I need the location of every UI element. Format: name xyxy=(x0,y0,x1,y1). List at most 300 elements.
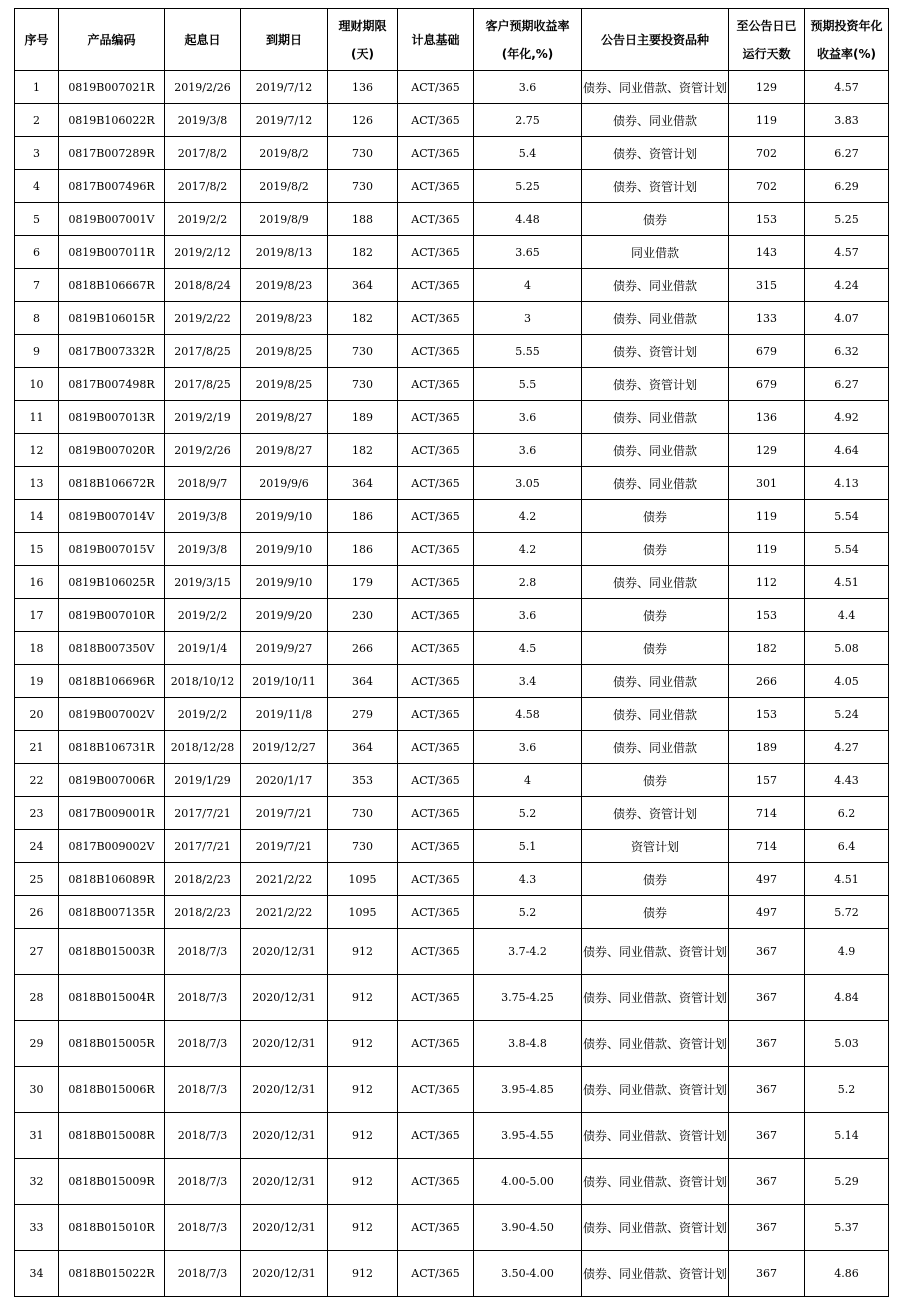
cell-seq: 14 xyxy=(15,500,59,533)
table-row xyxy=(15,929,889,975)
cell-start: 2019/2/19 xyxy=(165,401,241,434)
cell-start: 2018/2/23 xyxy=(165,896,241,929)
cell-yield: 5.29 xyxy=(805,1159,889,1205)
cell-start: 2018/9/7 xyxy=(165,467,241,500)
cell-basis: ACT/365 xyxy=(398,71,474,104)
cell-rate: 4 xyxy=(474,269,582,302)
cell-code: 0818B106672R xyxy=(59,467,165,500)
cell-days: 367 xyxy=(729,1205,805,1251)
cell-term: 189 xyxy=(328,401,398,434)
cell-days: 266 xyxy=(729,665,805,698)
cell-code: 0817B007289R xyxy=(59,137,165,170)
cell-days: 497 xyxy=(729,896,805,929)
cell-term: 279 xyxy=(328,698,398,731)
cell-term: 912 xyxy=(328,1251,398,1297)
cell-start: 2017/8/25 xyxy=(165,368,241,401)
table-row xyxy=(15,731,889,764)
cell-seq: 21 xyxy=(15,731,59,764)
cell-basis: ACT/365 xyxy=(398,764,474,797)
cell-seq: 27 xyxy=(15,929,59,975)
cell-basis: ACT/365 xyxy=(398,1113,474,1159)
cell-basis: ACT/365 xyxy=(398,368,474,401)
cell-yield: 4.86 xyxy=(805,1251,889,1297)
cell-code: 0819B106022R xyxy=(59,104,165,137)
cell-yield: 4.07 xyxy=(805,302,889,335)
header-seq: 序号 xyxy=(15,9,59,71)
cell-start: 2019/2/2 xyxy=(165,599,241,632)
table-row xyxy=(15,1067,889,1113)
cell-end: 2019/8/23 xyxy=(241,302,328,335)
table-row xyxy=(15,104,889,137)
cell-start: 2018/7/3 xyxy=(165,975,241,1021)
table-row xyxy=(15,1113,889,1159)
cell-asset: 债券、同业借款 xyxy=(582,731,729,764)
cell-term: 364 xyxy=(328,269,398,302)
cell-basis: ACT/365 xyxy=(398,797,474,830)
cell-basis: ACT/365 xyxy=(398,533,474,566)
cell-days: 679 xyxy=(729,368,805,401)
cell-term: 1095 xyxy=(328,863,398,896)
cell-rate: 3.95-4.55 xyxy=(474,1113,582,1159)
cell-days: 119 xyxy=(729,104,805,137)
cell-start: 2018/7/3 xyxy=(165,1067,241,1113)
table-row xyxy=(15,975,889,1021)
cell-asset: 债券、同业借款、资管计划 xyxy=(582,1113,729,1159)
cell-basis: ACT/365 xyxy=(398,1159,474,1205)
cell-start: 2018/8/24 xyxy=(165,269,241,302)
cell-basis: ACT/365 xyxy=(398,269,474,302)
cell-end: 2019/9/20 xyxy=(241,599,328,632)
cell-yield: 3.83 xyxy=(805,104,889,137)
table-row xyxy=(15,533,889,566)
cell-asset: 债券、同业借款、资管计划 xyxy=(582,71,729,104)
cell-end: 2019/9/27 xyxy=(241,632,328,665)
cell-start: 2019/2/26 xyxy=(165,71,241,104)
cell-asset: 债券、同业借款、资管计划 xyxy=(582,1251,729,1297)
cell-asset: 债券 xyxy=(582,533,729,566)
cell-rate: 3.7-4.2 xyxy=(474,929,582,975)
cell-yield: 4.51 xyxy=(805,566,889,599)
table-row xyxy=(15,401,889,434)
cell-asset: 债券、同业借款 xyxy=(582,104,729,137)
cell-term: 730 xyxy=(328,170,398,203)
cell-days: 143 xyxy=(729,236,805,269)
cell-term: 912 xyxy=(328,1067,398,1113)
cell-start: 2019/3/8 xyxy=(165,104,241,137)
cell-end: 2020/12/31 xyxy=(241,1159,328,1205)
cell-asset: 债券、资管计划 xyxy=(582,335,729,368)
cell-basis: ACT/365 xyxy=(398,698,474,731)
cell-start: 2019/3/8 xyxy=(165,500,241,533)
cell-basis: ACT/365 xyxy=(398,467,474,500)
table-row xyxy=(15,764,889,797)
cell-days: 367 xyxy=(729,1021,805,1067)
cell-asset: 债券、同业借款、资管计划 xyxy=(582,1021,729,1067)
cell-days: 112 xyxy=(729,566,805,599)
cell-basis: ACT/365 xyxy=(398,137,474,170)
cell-seq: 33 xyxy=(15,1205,59,1251)
cell-asset: 债券、同业借款、资管计划 xyxy=(582,975,729,1021)
cell-term: 912 xyxy=(328,975,398,1021)
cell-end: 2020/12/31 xyxy=(241,1021,328,1067)
cell-asset: 债券 xyxy=(582,203,729,236)
cell-rate: 3.90-4.50 xyxy=(474,1205,582,1251)
cell-yield: 4.13 xyxy=(805,467,889,500)
cell-days: 129 xyxy=(729,71,805,104)
cell-asset: 债券 xyxy=(582,764,729,797)
cell-seq: 29 xyxy=(15,1021,59,1067)
cell-basis: ACT/365 xyxy=(398,434,474,467)
cell-code: 0817B007498R xyxy=(59,368,165,401)
cell-seq: 3 xyxy=(15,137,59,170)
cell-seq: 7 xyxy=(15,269,59,302)
cell-start: 2017/7/21 xyxy=(165,830,241,863)
cell-asset: 债券 xyxy=(582,632,729,665)
cell-rate: 5.4 xyxy=(474,137,582,170)
cell-asset: 债券、同业借款 xyxy=(582,665,729,698)
table-row xyxy=(15,632,889,665)
cell-yield: 4.43 xyxy=(805,764,889,797)
cell-yield: 6.4 xyxy=(805,830,889,863)
cell-term: 188 xyxy=(328,203,398,236)
cell-basis: ACT/365 xyxy=(398,599,474,632)
cell-term: 730 xyxy=(328,797,398,830)
cell-code: 0818B015004R xyxy=(59,975,165,1021)
cell-basis: ACT/365 xyxy=(398,203,474,236)
cell-rate: 5.25 xyxy=(474,170,582,203)
table-row xyxy=(15,236,889,269)
cell-asset: 债券、同业借款 xyxy=(582,269,729,302)
cell-yield: 5.14 xyxy=(805,1113,889,1159)
cell-start: 2017/8/2 xyxy=(165,137,241,170)
cell-basis: ACT/365 xyxy=(398,335,474,368)
cell-code: 0818B015009R xyxy=(59,1159,165,1205)
cell-term: 266 xyxy=(328,632,398,665)
cell-term: 912 xyxy=(328,1205,398,1251)
cell-days: 119 xyxy=(729,500,805,533)
cell-end: 2021/2/22 xyxy=(241,896,328,929)
cell-term: 730 xyxy=(328,137,398,170)
table-row xyxy=(15,1205,889,1251)
cell-rate: 3.65 xyxy=(474,236,582,269)
cell-asset: 债券 xyxy=(582,863,729,896)
cell-code: 0817B007496R xyxy=(59,170,165,203)
cell-basis: ACT/365 xyxy=(398,665,474,698)
cell-term: 912 xyxy=(328,1159,398,1205)
cell-code: 0819B007021R xyxy=(59,71,165,104)
cell-asset: 债券、同业借款、资管计划 xyxy=(582,1159,729,1205)
cell-end: 2020/12/31 xyxy=(241,1205,328,1251)
cell-asset: 资管计划 xyxy=(582,830,729,863)
cell-end: 2019/9/10 xyxy=(241,566,328,599)
cell-seq: 22 xyxy=(15,764,59,797)
cell-code: 0819B007020R xyxy=(59,434,165,467)
cell-basis: ACT/365 xyxy=(398,731,474,764)
cell-end: 2019/8/2 xyxy=(241,137,328,170)
table-row xyxy=(15,863,889,896)
cell-seq: 8 xyxy=(15,302,59,335)
cell-code: 0819B007006R xyxy=(59,764,165,797)
table-row xyxy=(15,335,889,368)
cell-term: 182 xyxy=(328,236,398,269)
cell-start: 2019/3/15 xyxy=(165,566,241,599)
cell-code: 0817B007332R xyxy=(59,335,165,368)
cell-end: 2019/8/23 xyxy=(241,269,328,302)
cell-term: 182 xyxy=(328,302,398,335)
cell-rate: 4.5 xyxy=(474,632,582,665)
header-rate: 客户预期收益率 (年化,%) xyxy=(474,9,582,71)
cell-basis: ACT/365 xyxy=(398,302,474,335)
cell-days: 367 xyxy=(729,975,805,1021)
cell-rate: 3.75-4.25 xyxy=(474,975,582,1021)
table-row xyxy=(15,434,889,467)
cell-code: 0818B007350V xyxy=(59,632,165,665)
cell-basis: ACT/365 xyxy=(398,896,474,929)
cell-rate: 4 xyxy=(474,764,582,797)
cell-start: 2018/7/3 xyxy=(165,1113,241,1159)
cell-rate: 3.95-4.85 xyxy=(474,1067,582,1113)
cell-days: 133 xyxy=(729,302,805,335)
cell-days: 136 xyxy=(729,401,805,434)
cell-rate: 2.75 xyxy=(474,104,582,137)
cell-start: 2018/7/3 xyxy=(165,1205,241,1251)
cell-code: 0817B009001R xyxy=(59,797,165,830)
cell-code: 0818B106696R xyxy=(59,665,165,698)
cell-days: 182 xyxy=(729,632,805,665)
cell-end: 2019/8/25 xyxy=(241,335,328,368)
cell-days: 301 xyxy=(729,467,805,500)
cell-basis: ACT/365 xyxy=(398,830,474,863)
table-row xyxy=(15,368,889,401)
cell-asset: 债券、同业借款、资管计划 xyxy=(582,1067,729,1113)
cell-days: 497 xyxy=(729,863,805,896)
cell-term: 230 xyxy=(328,599,398,632)
cell-yield: 4.51 xyxy=(805,863,889,896)
table-row xyxy=(15,797,889,830)
cell-seq: 4 xyxy=(15,170,59,203)
cell-end: 2019/9/10 xyxy=(241,500,328,533)
cell-yield: 4.84 xyxy=(805,975,889,1021)
table-row xyxy=(15,137,889,170)
cell-end: 2019/7/21 xyxy=(241,797,328,830)
header-basis: 计息基础 xyxy=(398,9,474,71)
cell-basis: ACT/365 xyxy=(398,975,474,1021)
cell-rate: 5.5 xyxy=(474,368,582,401)
cell-yield: 4.92 xyxy=(805,401,889,434)
cell-yield: 4.27 xyxy=(805,731,889,764)
cell-code: 0818B015008R xyxy=(59,1113,165,1159)
cell-start: 2019/2/2 xyxy=(165,203,241,236)
cell-asset: 债券、同业借款 xyxy=(582,302,729,335)
cell-term: 126 xyxy=(328,104,398,137)
cell-yield: 4.57 xyxy=(805,236,889,269)
cell-basis: ACT/365 xyxy=(398,236,474,269)
cell-rate: 3 xyxy=(474,302,582,335)
cell-term: 364 xyxy=(328,467,398,500)
table-row xyxy=(15,170,889,203)
header-start: 起息日 xyxy=(165,9,241,71)
cell-yield: 6.2 xyxy=(805,797,889,830)
cell-seq: 17 xyxy=(15,599,59,632)
cell-asset: 债券、同业借款 xyxy=(582,566,729,599)
cell-seq: 28 xyxy=(15,975,59,1021)
cell-start: 2017/8/2 xyxy=(165,170,241,203)
cell-seq: 24 xyxy=(15,830,59,863)
table-row xyxy=(15,203,889,236)
cell-start: 2017/7/21 xyxy=(165,797,241,830)
cell-days: 702 xyxy=(729,170,805,203)
cell-days: 367 xyxy=(729,1159,805,1205)
cell-yield: 5.24 xyxy=(805,698,889,731)
header-yield: 预期投资年化 收益率(%) xyxy=(805,9,889,71)
cell-basis: ACT/365 xyxy=(398,1021,474,1067)
table-row xyxy=(15,665,889,698)
cell-seq: 1 xyxy=(15,71,59,104)
cell-seq: 6 xyxy=(15,236,59,269)
cell-start: 2019/1/4 xyxy=(165,632,241,665)
cell-rate: 3.05 xyxy=(474,467,582,500)
cell-yield: 5.54 xyxy=(805,533,889,566)
cell-seq: 12 xyxy=(15,434,59,467)
cell-end: 2021/2/22 xyxy=(241,863,328,896)
cell-code: 0818B015006R xyxy=(59,1067,165,1113)
cell-rate: 3.50-4.00 xyxy=(474,1251,582,1297)
cell-end: 2019/11/8 xyxy=(241,698,328,731)
cell-start: 2019/2/12 xyxy=(165,236,241,269)
cell-start: 2017/8/25 xyxy=(165,335,241,368)
cell-start: 2018/10/12 xyxy=(165,665,241,698)
cell-start: 2018/7/3 xyxy=(165,1159,241,1205)
cell-end: 2019/9/6 xyxy=(241,467,328,500)
cell-code: 0819B106015R xyxy=(59,302,165,335)
cell-rate: 5.55 xyxy=(474,335,582,368)
cell-days: 153 xyxy=(729,698,805,731)
cell-code: 0818B106731R xyxy=(59,731,165,764)
table-row xyxy=(15,896,889,929)
cell-days: 367 xyxy=(729,1251,805,1297)
cell-code: 0819B007013R xyxy=(59,401,165,434)
cell-yield: 5.72 xyxy=(805,896,889,929)
cell-rate: 4.2 xyxy=(474,500,582,533)
cell-yield: 6.27 xyxy=(805,368,889,401)
cell-basis: ACT/365 xyxy=(398,170,474,203)
product-table xyxy=(14,8,889,1297)
cell-yield: 5.08 xyxy=(805,632,889,665)
cell-end: 2020/12/31 xyxy=(241,1067,328,1113)
cell-yield: 6.27 xyxy=(805,137,889,170)
cell-term: 182 xyxy=(328,434,398,467)
cell-seq: 30 xyxy=(15,1067,59,1113)
cell-asset: 债券 xyxy=(582,599,729,632)
cell-seq: 32 xyxy=(15,1159,59,1205)
header-row xyxy=(15,9,889,71)
cell-start: 2019/3/8 xyxy=(165,533,241,566)
cell-asset: 债券、同业借款 xyxy=(582,401,729,434)
cell-rate: 4.00-5.00 xyxy=(474,1159,582,1205)
cell-start: 2018/7/3 xyxy=(165,1251,241,1297)
cell-asset: 债券、同业借款 xyxy=(582,434,729,467)
cell-rate: 4.48 xyxy=(474,203,582,236)
cell-code: 0819B007001V xyxy=(59,203,165,236)
cell-asset: 债券 xyxy=(582,896,729,929)
cell-asset: 债券、同业借款 xyxy=(582,467,729,500)
cell-term: 912 xyxy=(328,1113,398,1159)
cell-rate: 4.58 xyxy=(474,698,582,731)
table-row xyxy=(15,71,889,104)
cell-yield: 4.24 xyxy=(805,269,889,302)
cell-basis: ACT/365 xyxy=(398,929,474,975)
cell-seq: 19 xyxy=(15,665,59,698)
cell-seq: 13 xyxy=(15,467,59,500)
cell-start: 2019/2/22 xyxy=(165,302,241,335)
cell-seq: 31 xyxy=(15,1113,59,1159)
cell-start: 2018/7/3 xyxy=(165,929,241,975)
table-row xyxy=(15,830,889,863)
cell-asset: 债券 xyxy=(582,500,729,533)
cell-yield: 6.32 xyxy=(805,335,889,368)
cell-end: 2019/8/9 xyxy=(241,203,328,236)
header-code: 产品编码 xyxy=(59,9,165,71)
cell-end: 2020/12/31 xyxy=(241,1251,328,1297)
cell-end: 2020/12/31 xyxy=(241,1113,328,1159)
cell-days: 367 xyxy=(729,1067,805,1113)
cell-code: 0818B007135R xyxy=(59,896,165,929)
cell-asset: 债券、同业借款、资管计划 xyxy=(582,1205,729,1251)
cell-seq: 18 xyxy=(15,632,59,665)
cell-code: 0818B015022R xyxy=(59,1251,165,1297)
cell-days: 367 xyxy=(729,1113,805,1159)
cell-code: 0818B015010R xyxy=(59,1205,165,1251)
table-row xyxy=(15,599,889,632)
cell-end: 2019/8/2 xyxy=(241,170,328,203)
cell-seq: 9 xyxy=(15,335,59,368)
header-days: 至公告日已 运行天数 xyxy=(729,9,805,71)
cell-days: 679 xyxy=(729,335,805,368)
cell-start: 2018/12/28 xyxy=(165,731,241,764)
cell-yield: 4.9 xyxy=(805,929,889,975)
cell-days: 702 xyxy=(729,137,805,170)
cell-term: 353 xyxy=(328,764,398,797)
cell-asset: 债券、资管计划 xyxy=(582,170,729,203)
cell-seq: 34 xyxy=(15,1251,59,1297)
table-row xyxy=(15,698,889,731)
cell-rate: 3.6 xyxy=(474,401,582,434)
cell-days: 714 xyxy=(729,830,805,863)
cell-term: 912 xyxy=(328,929,398,975)
cell-rate: 5.1 xyxy=(474,830,582,863)
cell-basis: ACT/365 xyxy=(398,104,474,137)
table-row xyxy=(15,269,889,302)
cell-seq: 26 xyxy=(15,896,59,929)
cell-asset: 同业借款 xyxy=(582,236,729,269)
cell-term: 1095 xyxy=(328,896,398,929)
cell-asset: 债券、资管计划 xyxy=(582,137,729,170)
cell-seq: 11 xyxy=(15,401,59,434)
table-row xyxy=(15,500,889,533)
cell-seq: 5 xyxy=(15,203,59,236)
cell-end: 2020/12/31 xyxy=(241,929,328,975)
cell-term: 912 xyxy=(328,1021,398,1067)
table-row xyxy=(15,1021,889,1067)
cell-yield: 4.05 xyxy=(805,665,889,698)
cell-rate: 3.6 xyxy=(474,599,582,632)
cell-days: 129 xyxy=(729,434,805,467)
cell-term: 364 xyxy=(328,731,398,764)
cell-rate: 3.6 xyxy=(474,71,582,104)
cell-days: 315 xyxy=(729,269,805,302)
cell-days: 189 xyxy=(729,731,805,764)
cell-rate: 3.6 xyxy=(474,434,582,467)
